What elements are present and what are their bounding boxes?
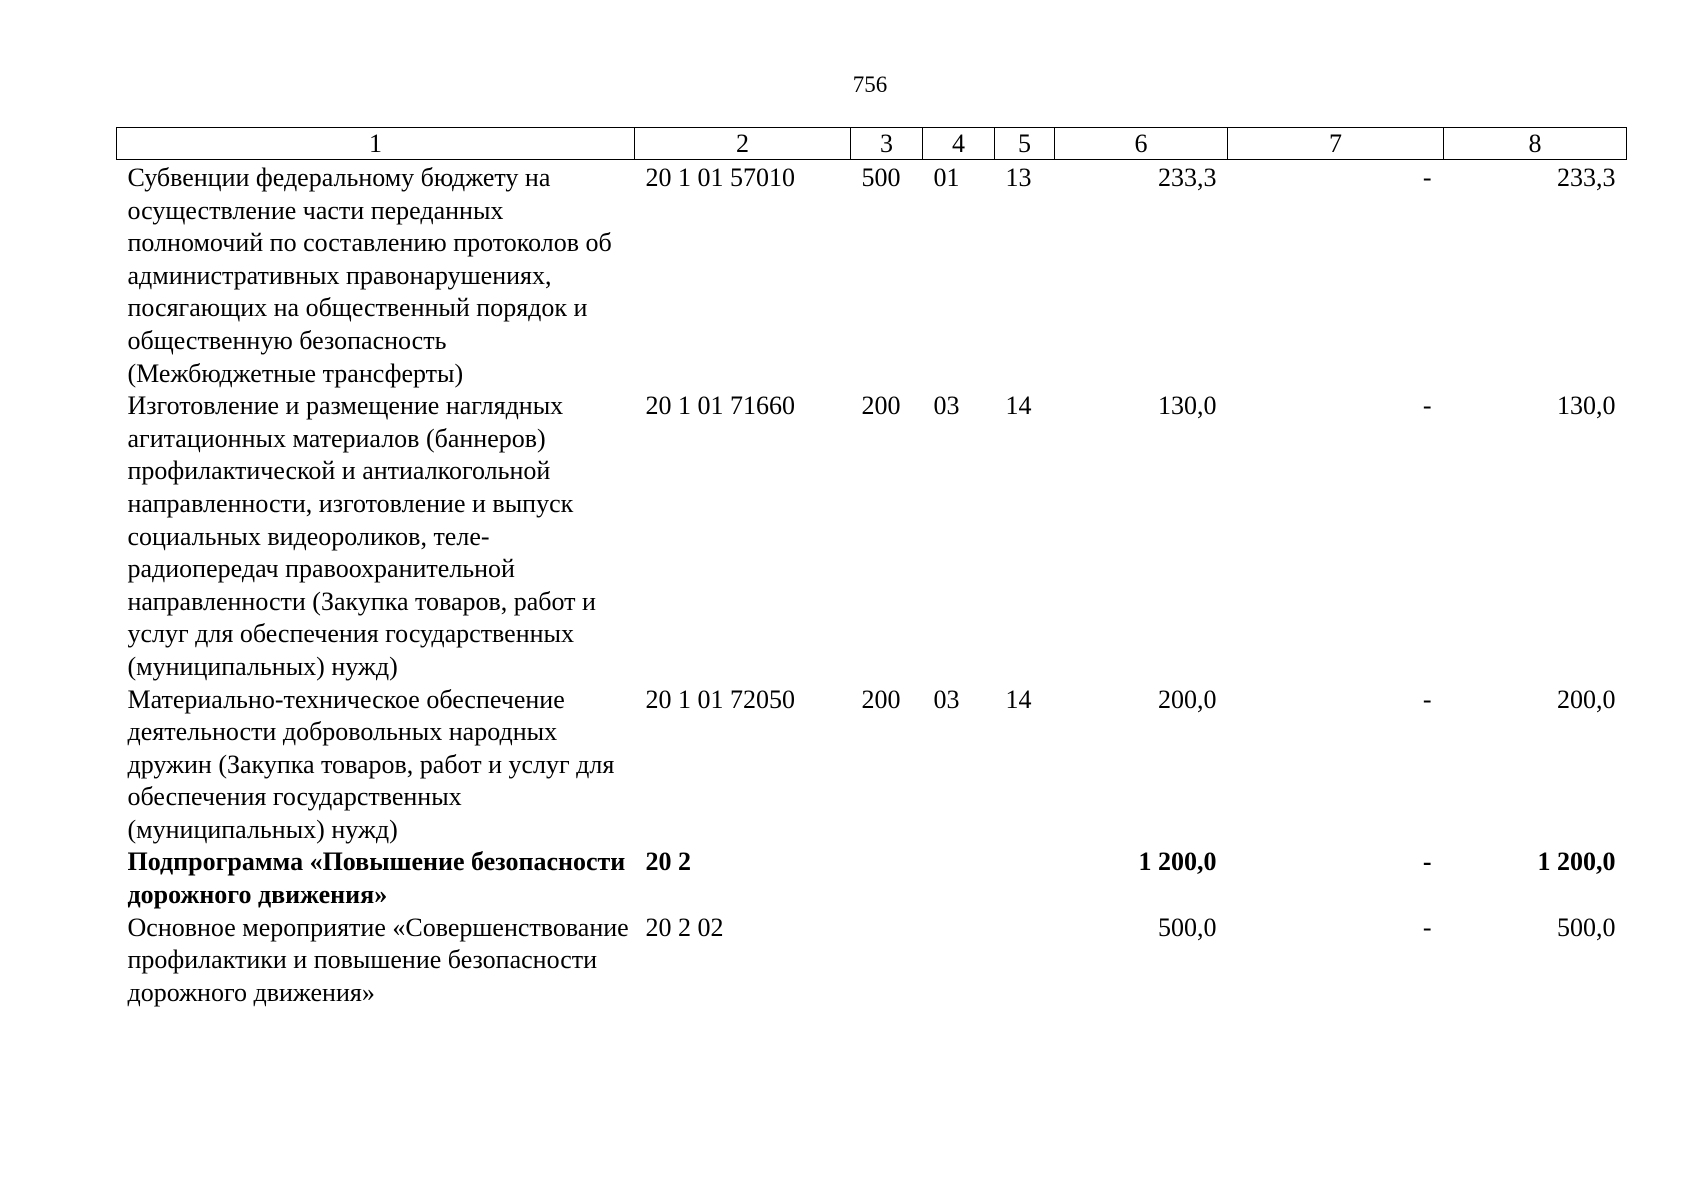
row-name: Субвенции федеральному бюджету на осуществление части переданных полномочий по составлению протоколов об административных правонарушениях, посягающих на общественный порядок и общественную безопасность (Межбюджетные трансферты): [127, 163, 612, 388]
row-col6: 500,0: [1158, 912, 1217, 942]
row-col8: 200,0: [1557, 684, 1616, 714]
row-col4: 01: [933, 163, 960, 192]
row-code: 20 2 02: [645, 912, 724, 942]
row-col3: [851, 912, 923, 1010]
row-name: Подпрограмма «Повышение безопасности дорожного движения»: [127, 847, 626, 910]
row-name: Материально-техническое обеспечение деятельности добровольных народных дружин (Закупка товаров, работ и услуг для обеспечения государственных (муниципальных) нужд): [127, 684, 615, 844]
header-cell-4: 4: [923, 128, 995, 160]
row-col5: 13: [1005, 163, 1032, 192]
header-cell-7: 7: [1228, 128, 1444, 160]
row-col6: 1 200,0: [1138, 847, 1217, 877]
row-code: 20 1 01 72050: [645, 684, 795, 714]
budget-table: [116, 127, 1627, 1009]
table-row: [117, 390, 1627, 683]
header-cell-8: 8: [1444, 128, 1627, 160]
row-code: 20 1 01 57010: [645, 163, 795, 192]
row-col7: -: [1422, 684, 1432, 714]
row-col8: 233,3: [1557, 163, 1616, 192]
row-col6: 233,3: [1158, 163, 1217, 192]
row-col4: [923, 846, 995, 911]
row-col3: 500: [861, 163, 901, 192]
header-cell-3: 3: [851, 128, 923, 160]
row-col6: 200,0: [1158, 684, 1217, 714]
row-col7: -: [1422, 391, 1432, 421]
header-row: [117, 128, 1627, 160]
header-cell-5: 5: [995, 128, 1055, 160]
row-col8: 1 200,0: [1537, 847, 1616, 877]
row-name: Изготовление и размещение наглядных агитационных материалов (баннеров) профилактической и антиалкогольной направленности, изготовление и выпуск социальных видеороликов, теле-радиопередач правоохранительной направленности (Закупка товаров, работ и услуг для обеспечения государственных (муниципальных) нужд): [127, 391, 596, 681]
row-col8: 500,0: [1557, 912, 1616, 942]
row-col7: -: [1422, 163, 1432, 192]
row-col5: 14: [1005, 684, 1032, 714]
row-col3: [851, 846, 923, 911]
row-col5: [995, 912, 1055, 1010]
header-cell-6: 6: [1055, 128, 1228, 160]
row-col4: [923, 912, 995, 1010]
row-col4: 03: [933, 684, 960, 714]
row-code: 20 1 01 71660: [645, 391, 795, 421]
row-col5: 14: [1005, 391, 1032, 421]
header-cell-1: 1: [117, 128, 635, 160]
row-col4: 03: [933, 391, 960, 421]
table-row: [117, 684, 1627, 847]
row-col7: -: [1422, 847, 1432, 877]
header-cell-2: 2: [635, 128, 851, 160]
row-col3: 200: [861, 684, 901, 714]
table-row: [117, 160, 1627, 391]
row-col7: -: [1422, 912, 1432, 942]
row-col6: 130,0: [1158, 391, 1217, 421]
row-code: 20 2: [645, 847, 691, 877]
table-row-subprogram: [117, 846, 1627, 911]
row-col5: [995, 846, 1055, 911]
page-number: 756: [852, 72, 888, 97]
row-name: Основное мероприятие «Совершенствование профилактики и повышение безопасности дорожного движения»: [127, 912, 629, 1007]
table-row: [117, 912, 1627, 1010]
row-col3: 200: [861, 391, 901, 421]
row-col8: 130,0: [1557, 391, 1616, 421]
